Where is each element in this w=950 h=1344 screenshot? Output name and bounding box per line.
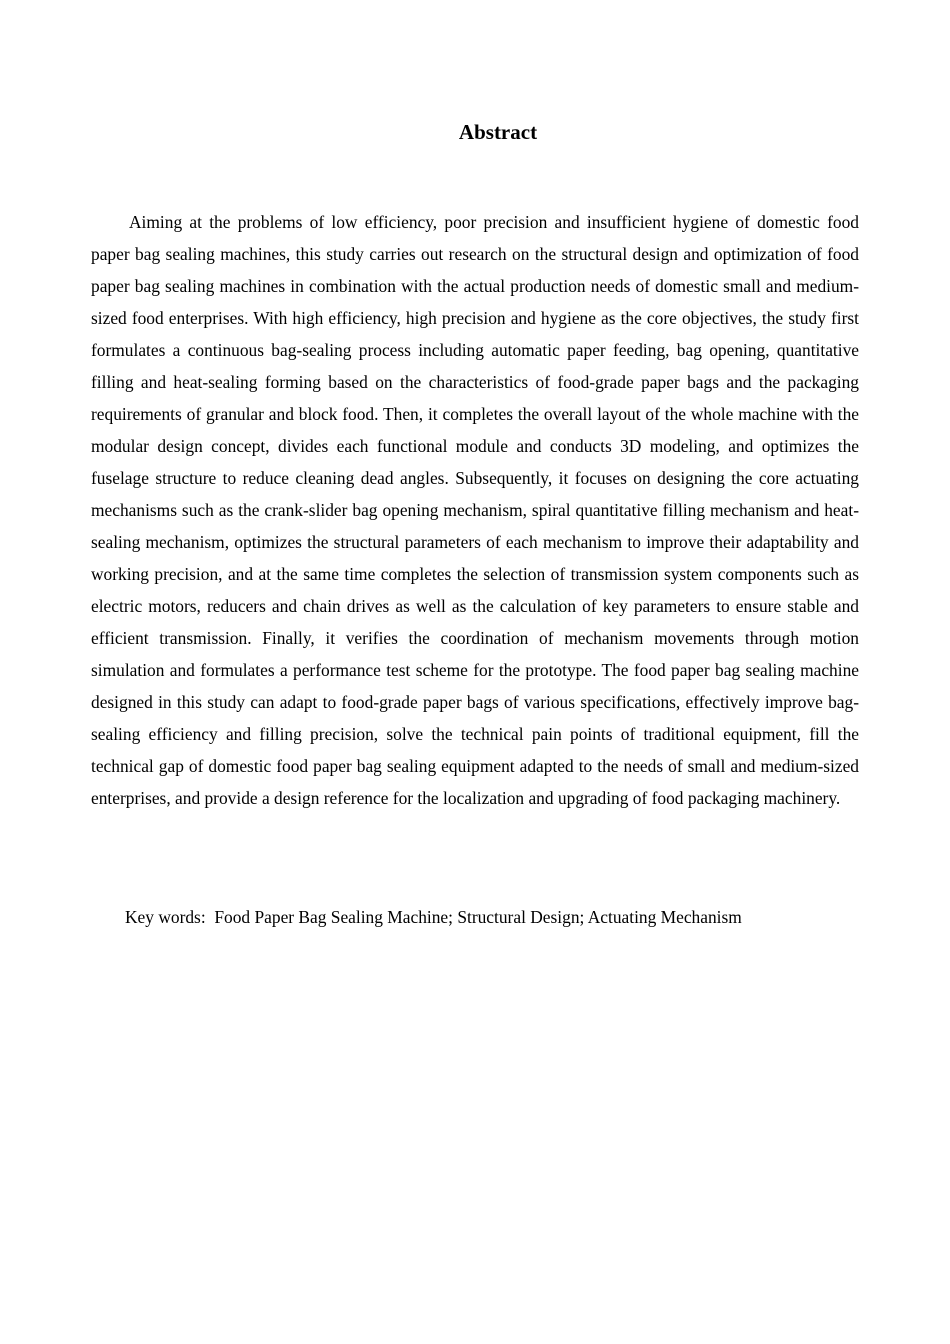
abstract-title: Abstract	[458, 120, 538, 144]
keywords-line	[125, 902, 742, 932]
abstract-body: Aiming at the problems of low efficiency, poor precision and insufficient hygiene of domestic food paper bag sealing machines, this study carries out research on the structural design and optimization of food paper bag sealing machines in combination with the actual production needs of domestic small and medium-sized food enterprises. With high efficiency, high precision and hygiene as the core objectives, the study first formulates a continuous bag-sealing process including automatic paper feeding, bag opening, quantitative filling and heat-sealing forming based on the characteristics of food-grade paper bags and the packaging requirements of granular and block food. Then, it completes the overall layout of the whole machine with the modular design concept, divides each functional module and conducts 3D modeling, and optimizes the fuselage structure to reduce cleaning dead angles. Subsequently, it focuses on designing the core actuating mechanisms such as the crank-slider bag opening mechanism, spiral quantitative filling mechanism and heat-sealing mechanism, optimizes the structural parameters of each mechanism to improve their adaptability and working precision, and at the same time completes the selection of transmission system components such as electric motors, reducers and chain drives as well as the calculation of key parameters to ensure stable and efficient transmission. Finally, it verifies the coordination of mechanism movements through motion simulation and formulates a performance test scheme for the prototype. The food paper bag sealing machine designed in this study can adapt to food-grade paper bags of various specifications, effectively improve bag-sealing efficiency and filling precision, solve the technical pain points of traditional equipment, fill the technical gap of domestic food paper bag sealing equipment adapted to the needs of small and medium-sized enterprises, and provide a design reference for the localization and upgrading of food packaging machinery.	[91, 212, 859, 808]
keywords-label: Key words:	[125, 907, 206, 927]
keywords-text: Food Paper Bag Sealing Machine; Structural Design; Actuating Mechanism	[214, 907, 742, 927]
